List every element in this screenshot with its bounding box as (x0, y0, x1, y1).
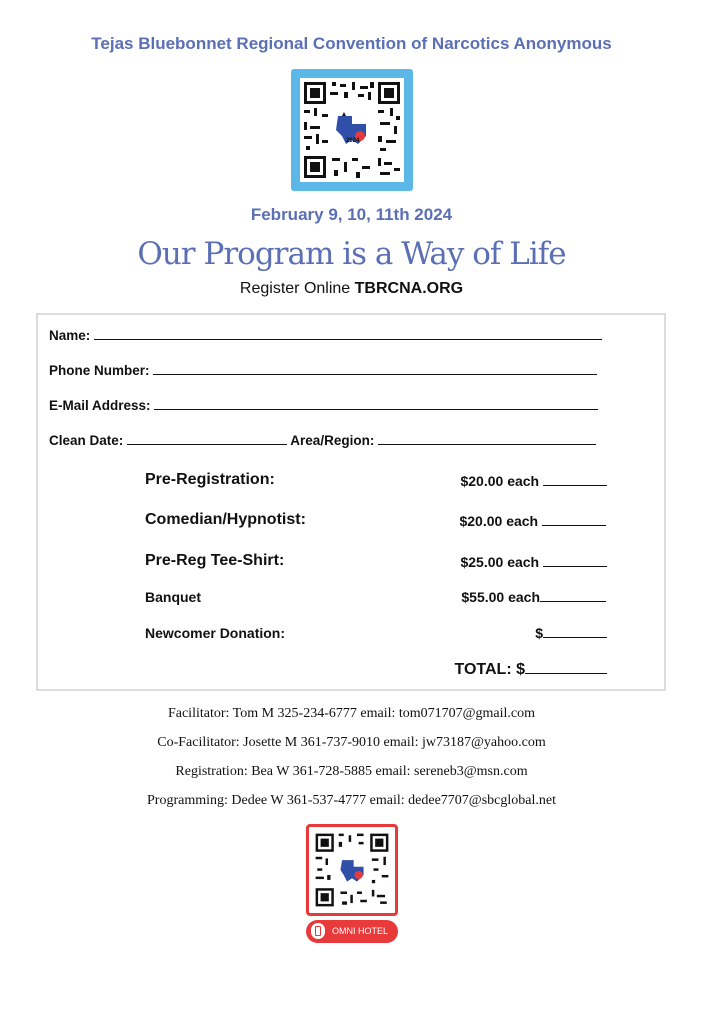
qty-tee-shirt-field[interactable] (543, 555, 607, 567)
convention-title: Tejas Bluebonnet Regional Convention of Narcotics Anonymous (91, 34, 612, 53)
clean-date-label: Clean Date: (49, 433, 124, 448)
name-field[interactable] (94, 328, 602, 340)
register-online-line (0, 280, 703, 298)
qr-year-badge: 2024 (346, 138, 360, 144)
qty-comedian-hypnotist-field[interactable] (542, 514, 606, 526)
item-comedian-hypnotist: Comedian/Hypnotist: (145, 511, 306, 528)
website-link[interactable]: TBRCNA.ORG (354, 280, 464, 297)
price-pre-registration: $20.00 each (460, 473, 607, 489)
contact-facilitator: Facilitator: Tom M 325-234-6777 email: tom071707@gmail.com (167, 706, 536, 721)
qty-banquet-field[interactable] (540, 590, 606, 602)
event-tagline: Our Program is a Way of Life (137, 236, 566, 272)
item-newcomer-donation: Newcomer Donation: (145, 625, 286, 641)
contact-co-facilitator: Co-Facilitator: Josette M 361-737-9010 email: jw73187@yahoo.com (157, 735, 546, 750)
register-prefix: Register Online (239, 280, 355, 297)
phone-field[interactable] (153, 363, 597, 375)
item-tee-shirt: Pre-Reg Tee-Shirt: (145, 552, 285, 569)
donation-amount-field[interactable] (543, 626, 607, 638)
hotel-qr-code[interactable] (306, 824, 398, 916)
event-dates: February 9, 10, 11th 2024 (250, 205, 453, 224)
email-row (49, 398, 598, 413)
phone-row (49, 363, 597, 378)
phone-icon (311, 923, 325, 939)
omni-hotel-button[interactable] (306, 920, 398, 943)
price-banquet: $55.00 each (461, 589, 606, 605)
qr-code-icon (309, 827, 395, 913)
phone-label: Phone Number: (49, 363, 150, 378)
area-region-field[interactable] (378, 433, 596, 445)
total-field[interactable] (525, 660, 607, 674)
texas-logo-icon (336, 112, 366, 144)
clean-date-row (49, 433, 596, 448)
price-comedian-hypnotist: $20.00 each (459, 513, 606, 529)
contact-registration: Registration: Bea W 361-728-5885 email: sereneb3@msn.com (175, 764, 528, 779)
total-row (454, 660, 607, 679)
email-field[interactable] (154, 398, 598, 410)
omni-hotel-label: OMNI HOTEL (332, 926, 389, 936)
registration-qr-code[interactable] (291, 69, 413, 191)
area-region-label: Area/Region: (290, 433, 375, 448)
contact-programming: Programming: Dedee W 361-537-4777 email: dedee7707@sbcglobal.net (147, 793, 556, 808)
item-banquet: Banquet (145, 589, 201, 605)
item-pre-registration: Pre-Registration: (145, 471, 275, 488)
clean-date-field[interactable] (127, 433, 287, 445)
qty-pre-registration-field[interactable] (543, 474, 607, 486)
name-row (49, 328, 602, 343)
total-label: TOTAL: $ (454, 661, 525, 678)
qr-code-icon (300, 78, 404, 182)
name-label: Name: (49, 328, 91, 343)
email-label: E-Mail Address: (49, 398, 151, 413)
price-newcomer-donation: $ (535, 625, 607, 641)
price-tee-shirt: $25.00 each (460, 554, 607, 570)
